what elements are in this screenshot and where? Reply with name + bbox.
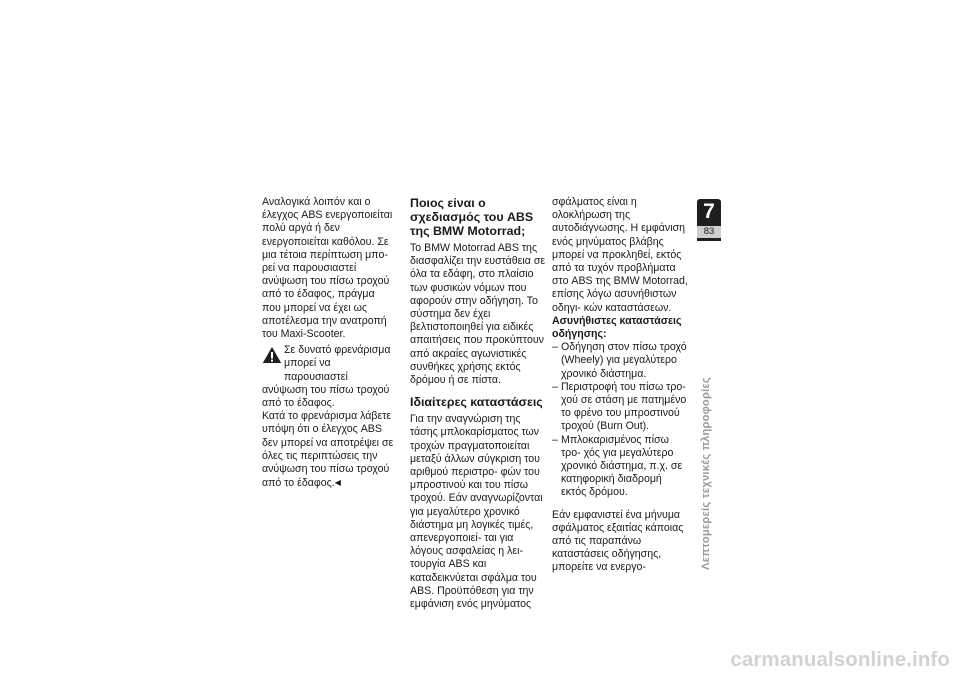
- warning-lead: Σε δυνατό φρενάρισμα μπορεί να παρουσιαστεί: [284, 344, 391, 383]
- end-mark: ◀: [334, 478, 341, 488]
- warning-paragraph-2-text: Κατά το φρενάρισμα λάβετε υπόψη ότι ο έλεγχος ABS δεν μπορεί να αποτρέψει σε όλες τις περιπτώσεις την ανύψωση του πίσω τροχού από το έδαφος.: [262, 410, 394, 490]
- list-item: – Μπλοκαρισμένος πίσω τρο- χός για μεγαλύτερο χρονικό διάστημα, π.χ. σε κατηφορική διαδρομή εκτός δρόμου.: [552, 434, 688, 500]
- col2-paragraph-2: Για την αναγνώριση της τάσης μπλοκαρίσματος των τροχών πραγματοποιείται μεταξύ άλλων σύγκριση του αριθμού περιστρο- φών του μπροστινού και του πίσω τροχού. Εάν αναγνωρίζονται για μεγαλύτερο χρονικό διάστημα μη λογικές τιμές, απενεργοποιεί- ται για λόγους ασφαλείας η λει- τουργία ABS και καταδεικνύεται σφάλμα του ABS. Προϋπόθεση για την εμφάνιση ενός μηνύματος: [410, 413, 543, 611]
- column-3: [552, 196, 688, 575]
- heading-special-situations: Ιδιαίτερες καταστάσεις: [410, 395, 543, 410]
- column-2: [410, 196, 546, 611]
- warning-rest: ανύψωση του πίσω τροχού από το έδαφος.: [262, 383, 390, 410]
- watermark: carmanualsonline.info: [730, 648, 950, 671]
- col1-paragraph: Αναλογικά λοιπόν και ο έλεγχος ABS ενεργοποιείται πολύ αργά ή δεν ενεργοποιείται καθόλου. Σε μια τέτοια περίπτωση μπο- ρεί να παρουσιαστεί ανύψωση του πίσω τροχού από το έδαφος, πράγμα που μπορεί να έχει ως αποτέλεσμα την ανατροπή του Maxi-Scooter.: [262, 196, 393, 341]
- col2-paragraph-1: Το BMW Motorrad ABS της διασφαλίζει την ευστάθεια σε όλα τα εδάφη, στο πλαίσιο των φυσικών νόμων που αφορούν στην οδήγηση. Το σύστημα δεν έχει βελτιστοποιηθεί για ειδικές απαιτήσεις που προκύπτουν από ακραίες αγωνιστικές συνθήκες χρήσης εκτός δρόμου ή σε πίστα.: [410, 242, 546, 387]
- warning-block: [262, 344, 395, 490]
- warning-paragraph-2: [262, 410, 395, 490]
- page-number: 83: [697, 226, 721, 238]
- subheading-unusual-situations: Ασυνήθιστες καταστάσεις οδήγησης:: [552, 314, 682, 341]
- chapter-title-vertical: Λεπτομερείς τεχνικές πληροφορίες: [700, 377, 712, 570]
- chapter-number: 7: [703, 200, 715, 223]
- column-1: [262, 196, 395, 490]
- unusual-situations-list: [552, 341, 688, 499]
- heading-abs-design: Ποιος είναι ο σχεδιασμός του ABS της BMW Motorrad;: [410, 196, 534, 238]
- col3-paragraph-1: σφάλματος είναι η ολοκλήρωση της αυτοδιάγνωσης. Η εμφάνιση ενός μηνύματος βλάβης μπορεί να προκληθεί, εκτός από τα τυχόν προβλήματα στο ABS της BMW Motorrad, επίσης λόγω ασυνήθιστων οδηγι- κών καταστάσεων.: [552, 196, 688, 314]
- list-item: – Οδήγηση στον πίσω τροχό (Wheely) για μεγαλύτερο χρονικό διάστημα.: [552, 341, 688, 381]
- warning-triangle-icon: [262, 346, 282, 364]
- list-item: – Περιστροφή του πίσω τρο- χού σε στάση με πατημένο το φρένο του μπροστινού τροχού (Burn Out).: [552, 381, 688, 434]
- col3-paragraph-2: Εάν εμφανιστεί ένα μήνυμα σφάλματος εξαιτίας κάποιας από τις παραπάνω καταστάσεις οδήγησης, μπορείτε να ενεργο-: [552, 508, 684, 574]
